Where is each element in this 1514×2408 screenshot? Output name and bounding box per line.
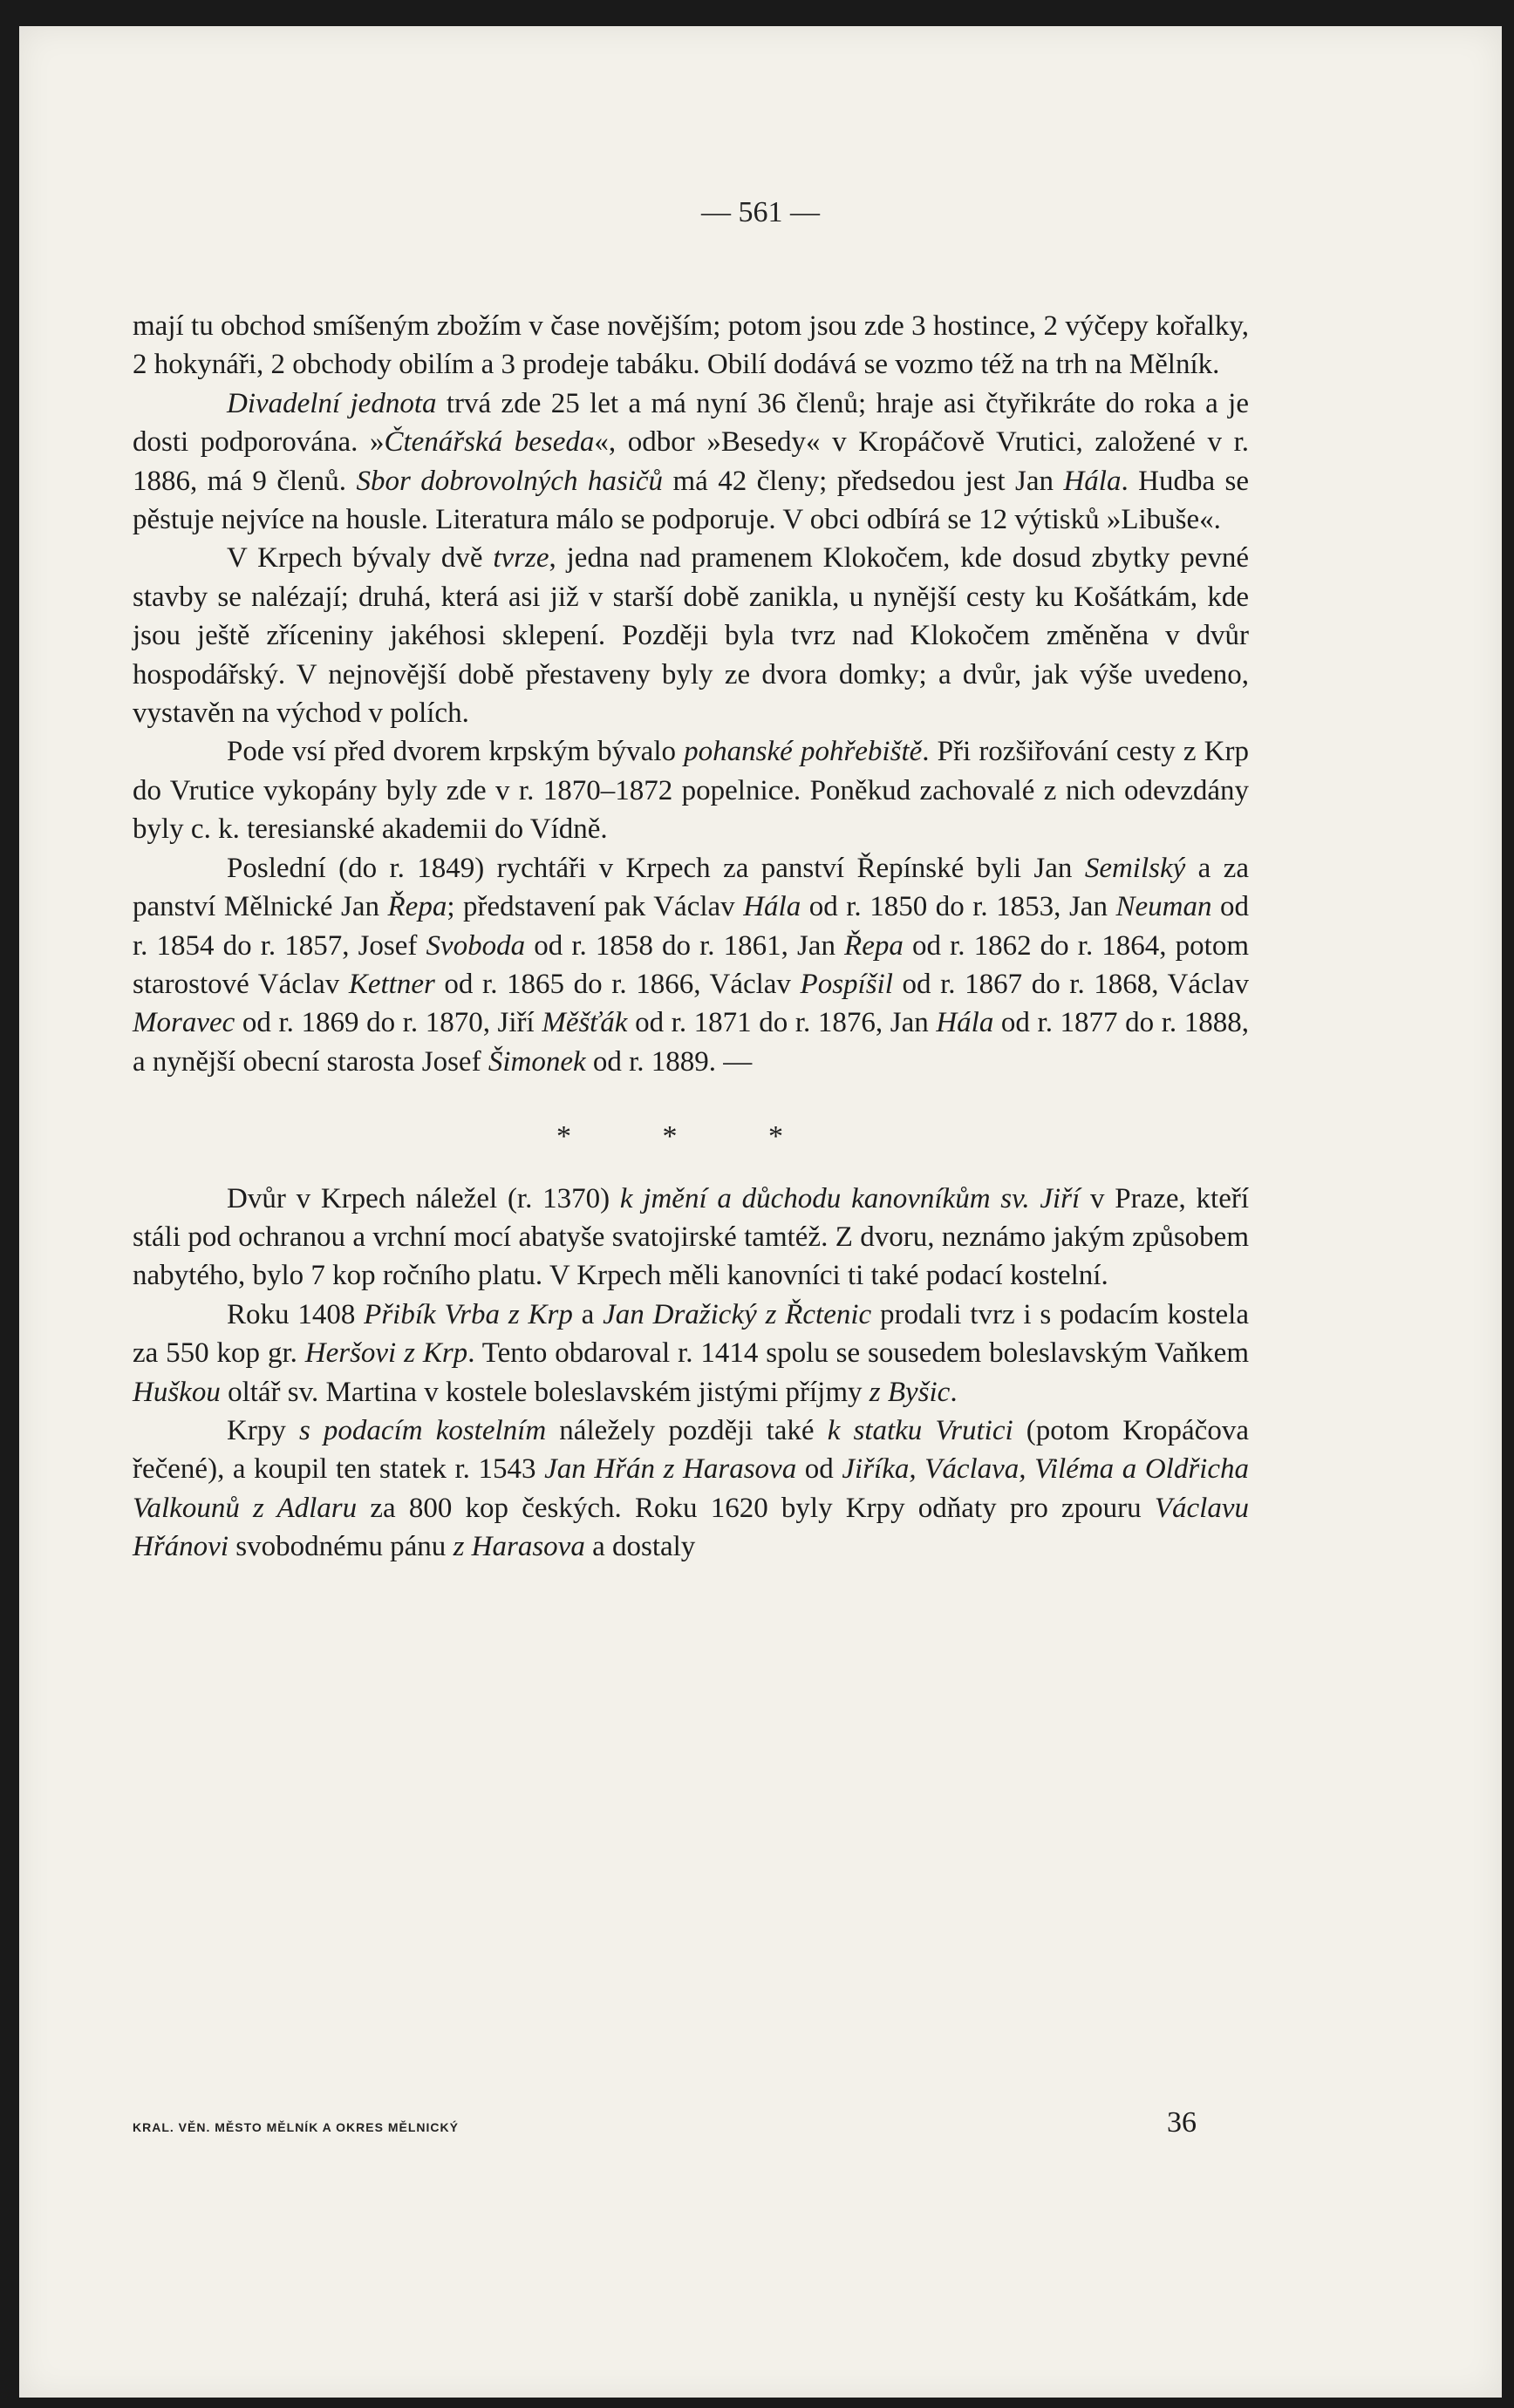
text-run: od r. 1889. — — [585, 1045, 753, 1078]
text-run: náležely později také — [546, 1414, 828, 1446]
text-run: a — [572, 1298, 604, 1330]
text-run: a dostaly — [584, 1531, 696, 1563]
italic-name: Jan Hřán z Harasova — [544, 1453, 797, 1486]
text-run: od r. 1865 do r. 1866, Václav — [434, 968, 801, 1000]
text-run: Pode vsí před dvorem krpským bývalo — [227, 736, 685, 768]
text-run: V Krpech bývaly dvě — [227, 542, 494, 575]
paragraph — [133, 1296, 1249, 1411]
italic-name: Sbor dobrovolných hasičů — [356, 465, 664, 497]
italic-name: pohanské pohřebiště — [684, 736, 923, 768]
italic-name: tvrze — [493, 542, 549, 575]
section-separator: * * * — [556, 1120, 825, 1153]
italic-name: Pospíšil — [800, 968, 893, 1000]
text-run: od r. 1854 do r. 1857, Josef — [133, 891, 1250, 962]
text-run: od r. 1858 do r. 1861, Jan — [525, 929, 845, 962]
text-run: ; představení pak Václav — [447, 891, 744, 923]
italic-name: Huškou — [133, 1376, 221, 1408]
italic-name: Svoboda — [426, 929, 526, 962]
text-run: za 800 kop českých. Roku 1620 byly Krpy odňaty pro zpouru — [357, 1492, 1155, 1524]
italic-name: Jiříka, Václava, Viléma a Oldřicha Valkounů z Adlaru — [133, 1453, 1249, 1524]
text-run: od — [796, 1453, 842, 1486]
text-run: od r. 1862 do r. 1864, potom starostové Václav — [133, 929, 1249, 1000]
italic-name: Šimonek — [488, 1045, 586, 1078]
italic-name: Jan Dražický z Řctenic — [603, 1298, 872, 1330]
italic-name: Semilský — [1084, 852, 1186, 884]
sheet-signature: 36 — [1167, 2106, 1197, 2139]
italic-name: k jmění a důchodu kanovníkům sv. Jiří — [619, 1182, 1081, 1214]
italic-name: Měšťák — [542, 1007, 628, 1039]
italic-name: Hála — [936, 1007, 994, 1039]
italic-name: Hála — [1063, 465, 1122, 497]
italic-name: Řepa — [387, 891, 447, 923]
text-run: Krpy — [227, 1414, 299, 1446]
text-run: od r. 1867 do r. 1868, Václav — [892, 968, 1249, 1000]
italic-name: k statku Vrutici — [827, 1414, 1013, 1446]
text-run: (potom Kropáčova řečené), a koupil ten statek r. 1543 — [133, 1414, 1249, 1486]
paragraph — [133, 1180, 1249, 1296]
text-run: od r. 1877 do r. 1888, a nynější obecní starosta Josef — [133, 1007, 1249, 1078]
italic-name: z Byšic — [869, 1376, 951, 1408]
italic-name: Řepa — [844, 929, 904, 962]
text-run: «, odbor »Besedy« v Kropáčově Vrutici, založené v r. 1886, má 9 členů. — [133, 426, 1249, 497]
text-run: mají tu obchod smíšeným zbožím v čase novějším; potom jsou zde 3 hostince, 2 výčepy kořalky, 2 hokynáři, 2 obchody obilím a 3 prodeje tabáku. Obilí dodává se vozmo též na trh na Mělník. — [133, 310, 1249, 381]
text-run: v Praze, kteří stáli pod ochranou a vrchní mocí abatyše svatojirské tamtéž. Z dvoru, neznámo jakým způsobem nabytého, bylo 7 kop ročního platu. V Krpech měli kanovníci ti také podací kostelní. — [133, 1182, 1250, 1292]
paragraphs-after-separator — [133, 1180, 1249, 1567]
text-run: . Při rozšiřování cesty z Krp do Vrutice vykopány byly zde v r. 1870–1872 popelnice. Poněkud zachovalé z nich odevzdány byly c. k. teresianské akademii do Vídně. — [133, 736, 1249, 846]
text-run: Roku 1408 — [227, 1298, 365, 1330]
italic-name: Přibík Vrba z Krp — [364, 1298, 573, 1330]
text-run: trvá zde 25 let a má nyní 36 členů; hraje asi čtyřikráte do roka a je dosti podporována. » — [133, 387, 1249, 459]
text-run: , jedna nad pramenem Klokočem, kde dosud zbytky pevné stavby se nalézají; druhá, která asi již v starší době zanikla, u nynější cesty ku Košátkám, kde jsou ještě zříceniny jakéhosi sklepení. Později byla tvrz nad Klokočem změněna v dvůr hospodářský. V nejnovější době přestaveny byly ze dvora domky; a dvůr, jak výše uvedeno, vystavěn na východ v polích. — [133, 542, 1249, 730]
italic-name: Neuman — [1115, 891, 1212, 923]
italic-name: Heršovi z Krp — [304, 1337, 468, 1370]
paragraph — [133, 539, 1249, 732]
text-run: . Hudba se pěstuje nejvíce na housle. Literatura málo se podporuje. V obci odbírá se 12 výtisků »Libuše«. — [133, 465, 1250, 536]
text-run: . Tento obdaroval r. 1414 spolu se sousedem boleslavským Vaňkem — [467, 1337, 1249, 1370]
paragraph — [133, 732, 1249, 848]
text-run: od r. 1869 do r. 1870, Jiří — [235, 1007, 542, 1039]
paragraph — [133, 384, 1249, 540]
paragraphs-before-separator — [133, 307, 1249, 1081]
body-text — [133, 307, 1249, 1567]
text-run: od r. 1871 do r. 1876, Jan — [627, 1007, 937, 1039]
paragraph — [133, 849, 1249, 1081]
text-run: svobodnému pánu — [228, 1531, 454, 1563]
page-number: — 561 — — [701, 196, 820, 228]
text-run: prodali tvrz i s podacím kostela za 550 kop gr. — [133, 1298, 1249, 1370]
text-run: Poslední (do r. 1849) rychtáři v Krpech za panství Řepínské byli Jan — [227, 852, 1085, 884]
text-run: Dvůr v Krpech náležel (r. 1370) — [227, 1182, 620, 1214]
book-page — [19, 26, 1502, 2398]
text-run: od r. 1850 do r. 1853, Jan — [801, 891, 1116, 923]
text-run: má 42 členy; předsedou jest Jan — [663, 465, 1064, 497]
paragraph — [133, 307, 1249, 384]
italic-name: z Harasova — [453, 1531, 585, 1563]
text-run: a za panství Mělnické Jan — [133, 852, 1249, 923]
text-run: . — [950, 1376, 958, 1408]
text-run: oltář sv. Martina v kostele boleslavském jistými příjmy — [220, 1376, 870, 1408]
italic-name: Divadelní jednota — [227, 387, 437, 419]
italic-name: Moravec — [133, 1007, 235, 1039]
page-footer — [133, 2106, 1197, 2139]
italic-name: Kettner — [348, 968, 435, 1000]
italic-name: s podacím kostelním — [298, 1414, 547, 1446]
italic-name: Hála — [743, 891, 801, 923]
italic-name: Čtenářská beseda — [384, 426, 595, 459]
paragraph — [133, 1411, 1249, 1567]
italic-name: Václavu Hřánovi — [133, 1492, 1249, 1563]
footer-note: KRAL. VĚN. MĚSTO MĚLNÍK A OKRES MĚLNICKÝ — [133, 2120, 459, 2134]
